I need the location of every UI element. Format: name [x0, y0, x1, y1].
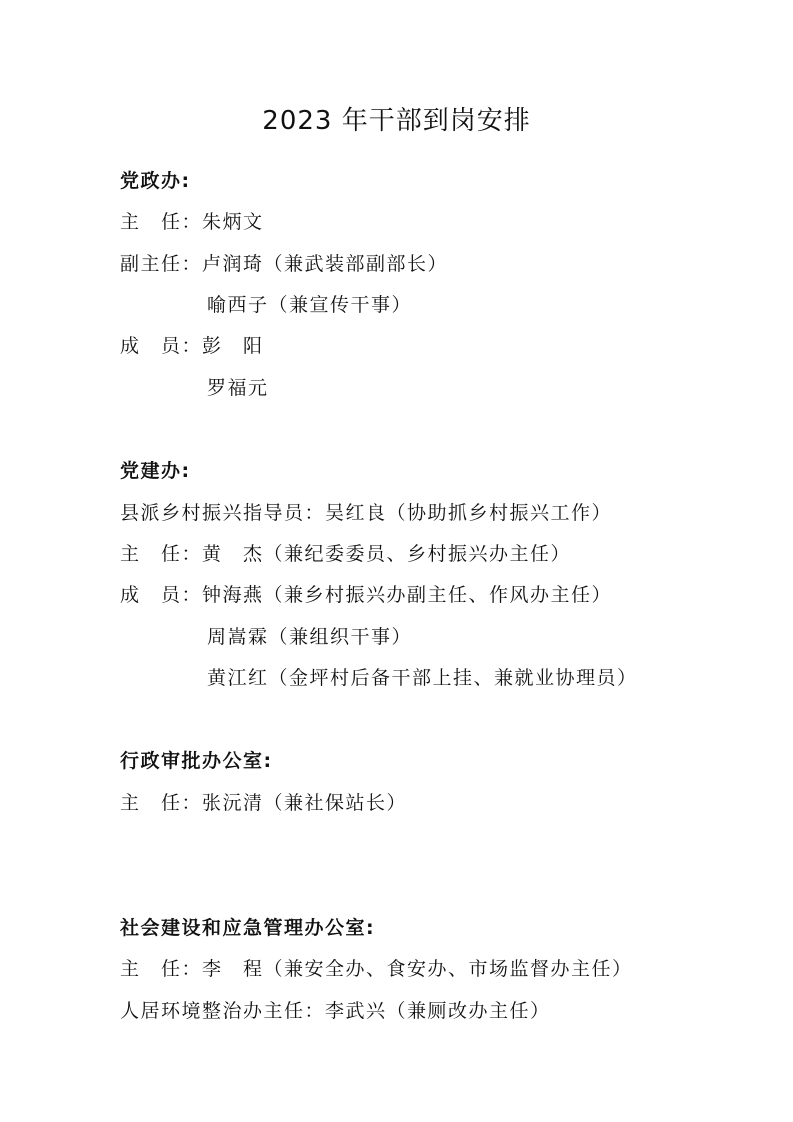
section-heading: 社会建设和应急管理办公室: — [120, 917, 376, 939]
staff-line: 周嵩霖（兼组织干事） — [207, 626, 413, 648]
section-heading: 行政审批办公室: — [120, 750, 273, 772]
staff-line: 罗福元 — [207, 377, 269, 399]
page-title: 2023 年干部到岗安排 — [262, 106, 531, 136]
staff-line: 喻西子（兼宣传干事） — [207, 294, 413, 316]
staff-line: 人居环境整治办主任：李武兴（兼厕改办主任） — [120, 1000, 551, 1022]
staff-line: 主 任：李 程（兼安全办、食安办、市场监督办主任） — [120, 958, 633, 980]
section-heading: 党政办: — [120, 170, 191, 192]
staff-line: 成 员：彭 阳 — [120, 335, 264, 357]
staff-line: 成 员：钟海燕（兼乡村振兴办副主任、作风办主任） — [120, 584, 613, 606]
staff-line: 黄江红（金坪村后备干部上挂、兼就业协理员） — [207, 667, 638, 689]
staff-line: 副主任：卢润琦（兼武装部副部长） — [120, 253, 449, 275]
staff-line: 主 任：朱炳文 — [120, 211, 264, 233]
staff-line: 县派乡村振兴指导员：吴红良（协助抓乡村振兴工作） — [120, 502, 613, 524]
section-heading: 党建办: — [120, 460, 191, 482]
staff-line: 主 任：张沅清（兼社保站长） — [120, 792, 408, 814]
staff-line: 主 任：黄 杰（兼纪委委员、乡村振兴办主任） — [120, 543, 572, 565]
